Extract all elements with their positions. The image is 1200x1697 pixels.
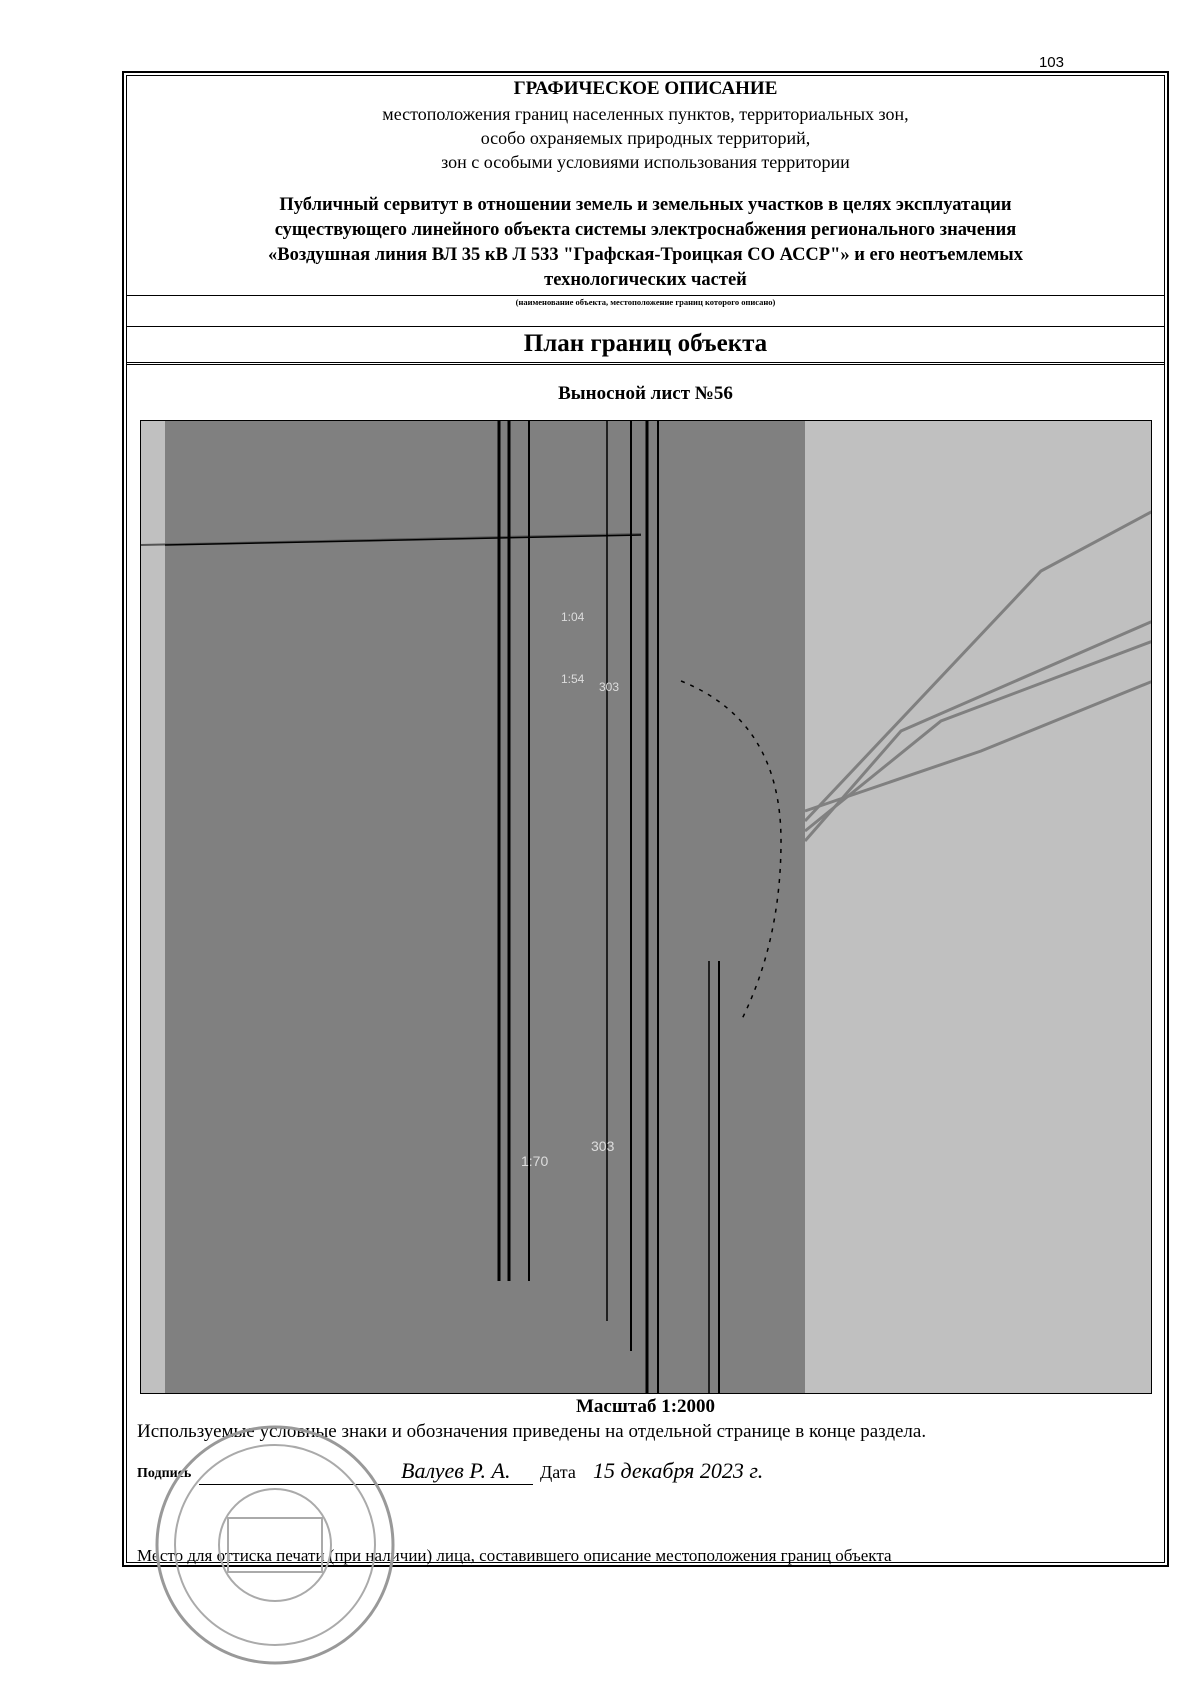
plan-title: План границ объекта [523, 330, 768, 357]
object-name-line: «Воздушная линия ВЛ 35 кВ Л 533 "Графская-Троицкая СО АССР"» и его неотъемлемых [268, 245, 1023, 265]
caption-divider [126, 295, 1165, 296]
map-point-label: 303 [591, 1138, 615, 1154]
stamp-place-text: Место для оттиска печати (при наличии) лица, составившего описание местоположения границ объекта [137, 1546, 892, 1565]
map-point-label: 303 [599, 680, 620, 694]
seal-inner-ring [175, 1445, 375, 1645]
signer-name: Валуев Р. А. [401, 1458, 511, 1483]
signature-label: Подпись [137, 1466, 192, 1481]
sheet-title: Выносной лист №56 [558, 383, 733, 404]
object-name-line: Публичный сервитут в отношении земель и земельных участков в целях эксплуатации [279, 195, 1012, 215]
map-point-label: 1:54 [561, 672, 585, 686]
left-margin-strip [141, 541, 165, 1394]
seal-center-box [228, 1518, 322, 1572]
page-number: 103 [1038, 54, 1064, 71]
map-scale: Масштаб 1:2000 [575, 1396, 716, 1417]
seal-center-ring [219, 1489, 331, 1601]
object-name-line: технологических частей [544, 270, 747, 290]
subtitle-line: местоположения границ населенных пунктов, территориальных зон, [382, 104, 909, 124]
object-caption: (наименование объекта, местоположение границ которого описано) [515, 297, 776, 307]
document-title: ГРАФИЧЕСКОЕ ОПИСАНИЕ [513, 78, 778, 99]
boundary-plan-map [140, 420, 1152, 1394]
map-point-label: 1:04 [561, 610, 585, 624]
plan-divider [126, 362, 1165, 365]
legend-note: Используемые условные знаки и обозначения приведены на отдельной странице в конце раздела. [137, 1421, 927, 1442]
map-point-label: 1:70 [521, 1153, 549, 1169]
document-subtitle [126, 102, 1165, 174]
object-name [126, 193, 1165, 293]
subtitle-line: особо охраняемых природных территорий, [480, 128, 811, 148]
section-divider [126, 326, 1165, 327]
date-value: 15 декабря 2023 г. [593, 1458, 764, 1483]
date-label: Дата [540, 1462, 576, 1482]
company-seal [150, 1420, 400, 1670]
object-name-line: существующего линейного объекта системы электроснабжения регионального значения [274, 220, 1017, 240]
seal-outer-ring [157, 1427, 393, 1663]
subtitle-line: зон с особыми условиями использования территории [441, 152, 850, 172]
